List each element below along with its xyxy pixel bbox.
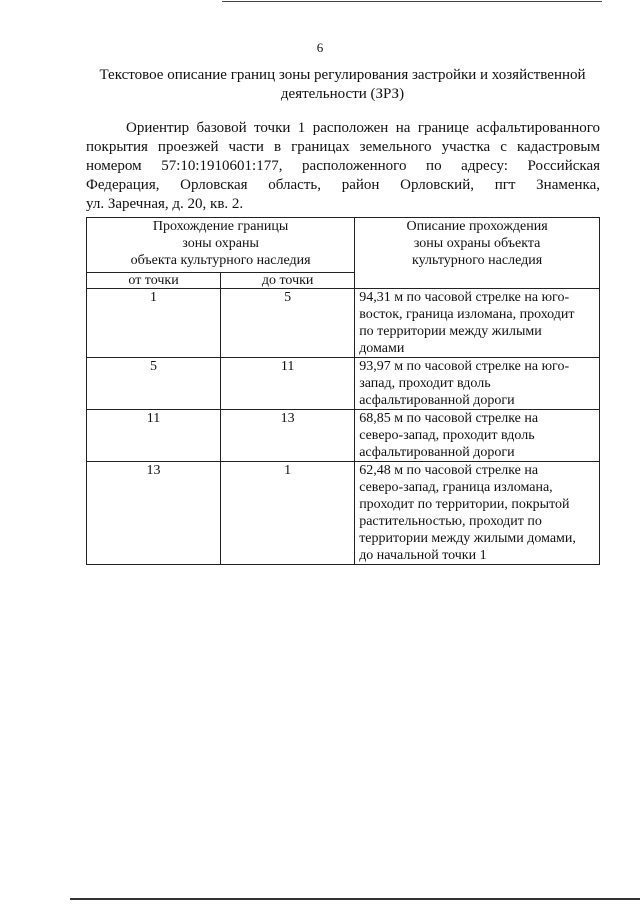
reference-point-paragraph [86,119,600,214]
description-line: 68,85 м по часовой стрелке на [359,411,539,426]
to-point-cell: 11 [221,358,355,410]
top-scan-rule [222,1,602,2]
to-point-cell: 5 [221,289,355,358]
paragraph-line: Ориентир базовой точки 1 расположен на границе асфальтированного [126,120,600,136]
to-point-cell: 13 [221,410,355,462]
boundary-passage-header [87,218,355,273]
table-row [87,358,600,410]
from-point-cell: 5 [87,358,221,410]
paragraph-line: Федерация, Орловская область, район Орловский, пгт Знаменка, [86,177,600,193]
description-line: домами [359,341,405,356]
paragraph-line: номером 57:10:1910601:177, расположенного по адресу: Российская [86,158,600,174]
description-line: северо-запад, проходит вдоль [359,428,535,443]
table-header-row [87,218,600,273]
table-row [87,289,600,358]
page-number: 6 [316,40,324,55]
table-row [87,410,600,462]
to-point-cell: 1 [221,462,355,565]
description-line: до начальной точки 1 [359,548,487,563]
description-line: по территории между жилыми [359,324,542,339]
description-line: запад, проходит вдоль [359,376,491,391]
paragraph-line: ул. Заречная, д. 20, кв. 2. [86,196,244,212]
from-point-header: от точки [87,273,221,289]
description-line: растительностью, проходит по [359,514,542,529]
description-header [355,218,600,289]
from-point-cell: 1 [87,289,221,358]
from-point-cell: 13 [87,462,221,565]
paragraph-line: покрытия проезжей части в границах земельного участка с кадастровым [86,139,600,155]
description-line: 94,31 м по часовой стрелке на юго- [359,290,570,305]
description-line: территории между жилыми домами, [359,531,576,546]
header-line: Описание прохождения [406,219,548,234]
header-line: объекта культурного наследия [130,253,311,268]
document-title [85,66,600,104]
description-cell [355,410,600,462]
description-line: проходит по территории, покрытой [359,497,570,512]
description-line: асфальтированной дороги [359,445,515,460]
to-point-header: до точки [221,273,355,289]
from-point-cell: 11 [87,410,221,462]
description-line: 93,97 м по часовой стрелке на юго- [359,359,570,374]
description-cell [355,462,600,565]
description-cell [355,358,600,410]
header-line: зоны охраны [182,236,259,251]
document-title-line: Текстовое описание границ зоны регулирования застройки и хозяйственной [99,67,586,83]
bottom-scan-rule [70,898,640,900]
document-title-line: деятельности (ЗРЗ) [280,86,405,102]
boundary-table [86,217,600,565]
header-line: зоны охраны объекта [413,236,541,251]
description-line: восток, граница изломана, проходит [359,307,575,322]
description-cell [355,289,600,358]
header-line: культурного наследия [412,253,543,268]
description-line: асфальтированной дороги [359,393,515,408]
description-line: северо-запад, граница изломана, [359,480,553,495]
header-line: Прохождение границы [152,219,289,234]
table-row [87,462,600,565]
description-line: 62,48 м по часовой стрелке на [359,463,539,478]
